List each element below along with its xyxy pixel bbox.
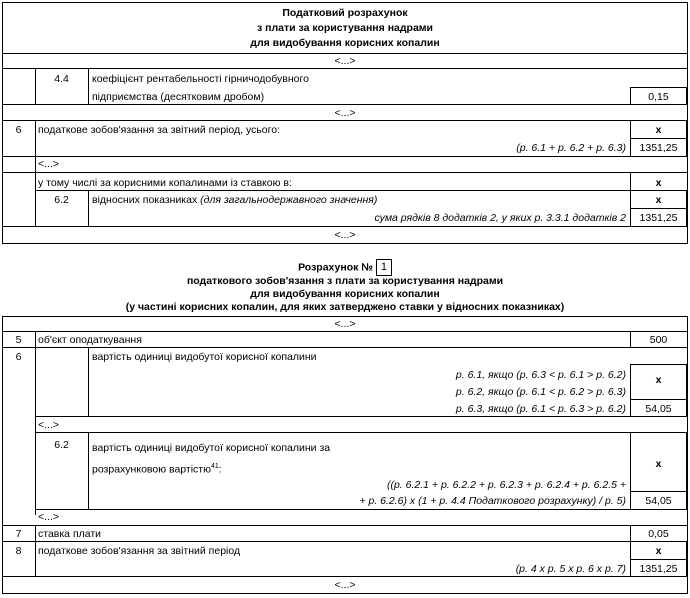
form2-row-6-number: 6 xyxy=(15,351,22,363)
form1-ellipsis-4: <...> xyxy=(334,229,356,241)
form1-row-6-value: 1351,25 xyxy=(639,142,678,154)
form2-row-5-number: 5 xyxy=(15,334,22,346)
form2-row-7-number: 7 xyxy=(15,528,22,540)
form2-row-6-cond1: р. 6.1, якщо (р. 6.3 < р. 6.1 > р. 6.2) xyxy=(455,369,626,381)
form2-row-6-2-value: 54,05 xyxy=(645,495,672,507)
form2-row-8-value: 1351,25 xyxy=(639,563,678,575)
form1-row-6-formula: (р. 6.1 + р. 6.2 + р. 6.3) xyxy=(516,142,626,154)
form1-row-6-2-formula: сума рядків 8 додатків 2, у яких р. 3.3.1 додатків 2 xyxy=(374,212,626,224)
form1-ellipsis-1: <...> xyxy=(334,55,356,67)
form2-row-7-label: ставка плати xyxy=(38,528,102,540)
form2-row-6-2-formula2: + р. 6.2.6) х (1 + р. 4.4 Податкового розрахунку) / р. 5) xyxy=(359,495,626,507)
form2-row-6-value: 54,05 xyxy=(645,403,672,415)
form2-row-5-label: об'єкт оподаткування xyxy=(38,334,142,346)
form1-title-line1: Податковий розрахунок xyxy=(282,7,408,19)
form2-number-box: 1 xyxy=(376,259,392,276)
form1-row-4-4-number: 4.4 xyxy=(54,73,69,85)
form1-row-6-2-value: 1351,25 xyxy=(639,212,678,224)
form2-row-7-value: 0,05 xyxy=(648,528,669,540)
form2-row-6-2-x: x xyxy=(655,458,662,470)
form2-title-line4: (у частині корисних копалин, для яких затверджено ставки у відносних показниках) xyxy=(125,301,565,313)
form2-ellipsis-1: <...> xyxy=(334,318,356,330)
form1-row-4-4-label-cont: підприємства (десятковим дробом) xyxy=(92,91,265,103)
form2-ellipsis-4: <...> xyxy=(334,579,356,591)
form1-row-6-2-label: відносних показниках (для загальнодержавного значення) xyxy=(92,194,378,206)
form2-title-line3: для видобування корисних копалин xyxy=(250,288,440,300)
form2-row-6-2-formula1: ((р. 6.2.1 + р. 6.2.2 + р. 6.2.3 + р. 6.2.4 + р. 6.2.5 + xyxy=(386,479,626,491)
footnote-41: 41 xyxy=(210,463,219,470)
form1-row-6-2-number: 6.2 xyxy=(54,194,69,206)
form2-row-6-2-label: вартість одиниці видобутої корисної копалини за xyxy=(92,442,331,454)
form2-row-5-value: 500 xyxy=(649,334,668,346)
form1-title-line2: з плати за користування надрами xyxy=(256,22,434,34)
form2-row-6-label: вартість одиниці видобутої корисної копалини xyxy=(92,351,317,363)
form2-row-8-formula: (р. 4 х р. 5 х р. 6 х р. 7) xyxy=(515,563,626,575)
form1-row-6-label: податкове зобов'язання за звітний період, усього: xyxy=(38,124,280,136)
form2-row-6-x: x xyxy=(655,374,662,386)
form1-including-x: x xyxy=(655,177,662,189)
form2-row-6-2-number: 6.2 xyxy=(54,439,69,451)
form2-row-6-cond2: р. 6.2, якщо (р. 6.1 < р. 6.2 > р. 6.3) xyxy=(455,386,626,398)
form2-row-8-x: x xyxy=(655,545,662,557)
form2-title-line2: податкового зобов'язання з плати за користування надрами xyxy=(186,275,504,287)
form2-row-6-cond3: р. 6.3, якщо (р. 6.1 < р. 6.3 > р. 6.2) xyxy=(455,403,626,415)
form1-row-4-4-label: коефіцієнт рентабельності гірничодобувного xyxy=(92,73,309,85)
form1-row-6-number: 6 xyxy=(15,124,22,136)
form1-ellipsis-2: <...> xyxy=(334,107,356,119)
form1-row-6-x: x xyxy=(655,124,662,136)
form2-ellipsis-3: <...> xyxy=(38,511,60,523)
form1-row-4-4-value: 0,15 xyxy=(648,91,669,103)
form2-row-6-2-label-cont: розрахунковою вартістю$^{41}$: xyxy=(92,463,222,476)
form1-including-label: у тому числі за корисними копалинами із ставкою в: xyxy=(38,177,292,189)
form2-title-line1: Розрахунок № 1 xyxy=(2,259,688,276)
form1-row-6-2-x: x xyxy=(655,194,662,206)
form1-ellipsis-3: <...> xyxy=(38,158,60,170)
form1-title-line3: для видобування корисних копалин xyxy=(250,37,440,49)
form2-ellipsis-2: <...> xyxy=(38,419,60,431)
form2-row-8-label: податкове зобов'язання за звітний період xyxy=(38,545,241,557)
form2-row-8-number: 8 xyxy=(15,545,22,557)
